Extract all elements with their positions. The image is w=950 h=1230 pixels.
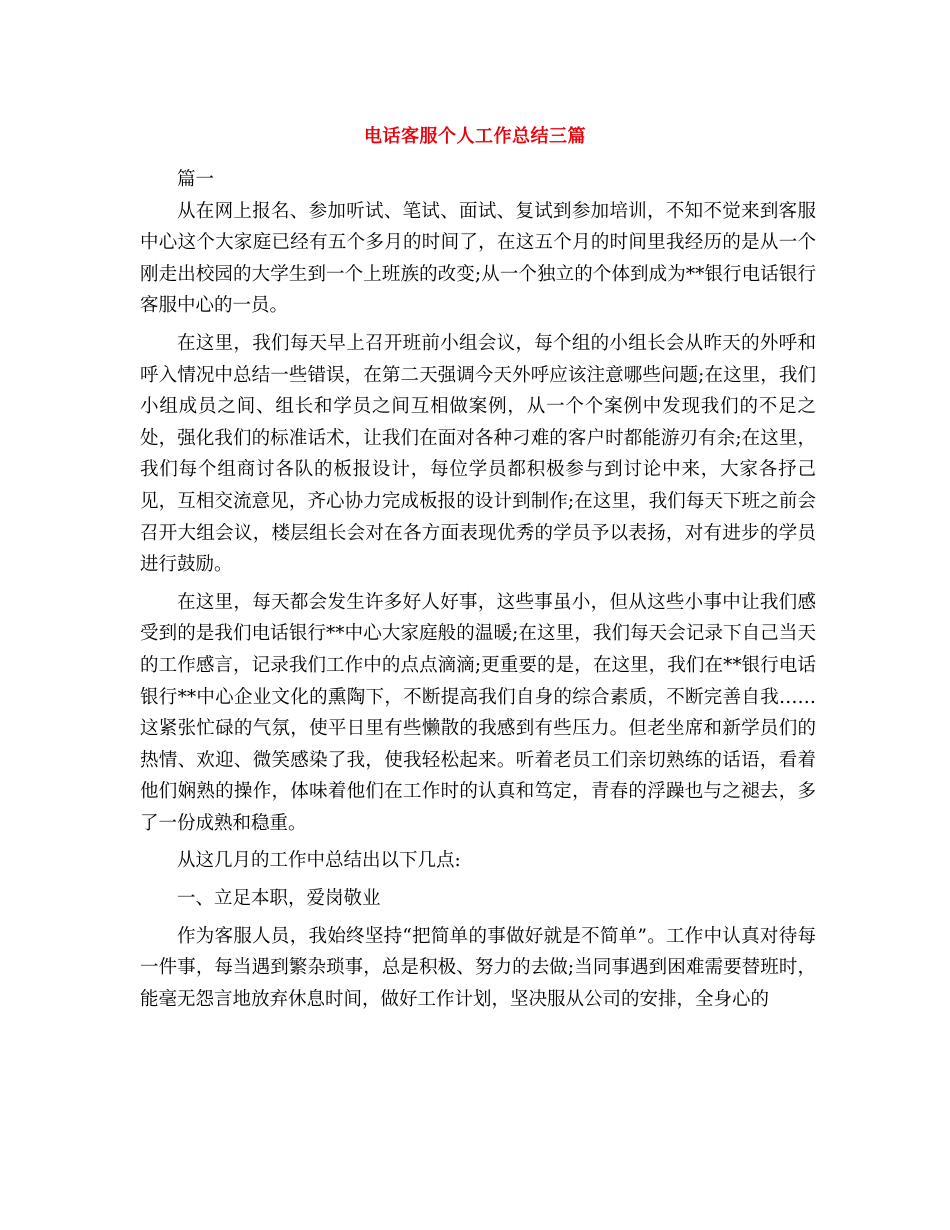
subheading: 一、立足本职，爱岗敬业 (177, 888, 381, 910)
paragraph: 作为客服人员，我始终坚持“把简单的事做好就是不简单”。工作中认真对待每一件事，每当遇到繁杂琐事，总是积极、努力的去做;当同事遇到困难需要替班时，能毫无怨言地放弃休息时间，做好工作计划，坚决服从公司的安排，全身心的 (140, 925, 816, 1010)
paragraph: 从在网上报名、参加听试、笔试、面试、复试到参加培训，不知不觉来到客服中心这个大家庭已经有五个多月的时间了，在这五个月的时间里我经历的是从一个刚走出校园的大学生到一个上班族的改变;从一个独立的个体到成为**银行电话银行客服中心的一员。 (140, 200, 816, 317)
paragraph: 在这里，我们每天早上召开班前小组会议，每个组的小组长会从昨天的外呼和呼入情况中总结一些错误，在第二天强调今天外呼应该注意哪些问题;在这里，我们小组成员之间、组长和学员之间互相做案例，从一个个案例中发现我们的不足之处，强化我们的标准话术，让我们在面对各种刁难的客户时都能游刃有余;在这里，我们每个组商讨各队的板报设计，每位学员都积极参与到讨论中来，大家各抒己见，互相交流意见，齐心协力完成板报的设计到制作;在这里，我们每天下班之前会召开大组会议，楼层组长会对在各方面表现优秀的学员予以表扬，对有进步的学员进行鼓励。 (140, 332, 816, 576)
section-heading: 篇一 (177, 169, 215, 190)
paragraph: 从这几月的工作中总结出以下几点: (177, 850, 461, 872)
document-title: 电话客服个人工作总结三篇 (364, 126, 586, 147)
paragraph: 在这里，每天都会发生许多好人好事，这些事虽小，但从这些小事中让我们感受到的是我们电话银行**中心大家庭般的温暖;在这里，我们每天会记录下自己当天的工作感言，记录我们工作中的点点滴滴;更重要的是，在这里，我们在**银行电话银行**中心企业文化的熏陶下，不断提高我们自身的综合素质，不断完善自我……这紧张忙碌的气氛，使平日里有些懒散的我感到有些压力。但老坐席和新学员们的热情、欢迎、微笑感染了我，使我轻松起来。听着老员工们亲切熟练的话语，看着他们娴熟的操作，体味着他们在工作时的认真和笃定，青春的浮躁也与之褪去，多了一份成熟和稳重。 (140, 591, 816, 834)
document-body (140, 164, 816, 1015)
